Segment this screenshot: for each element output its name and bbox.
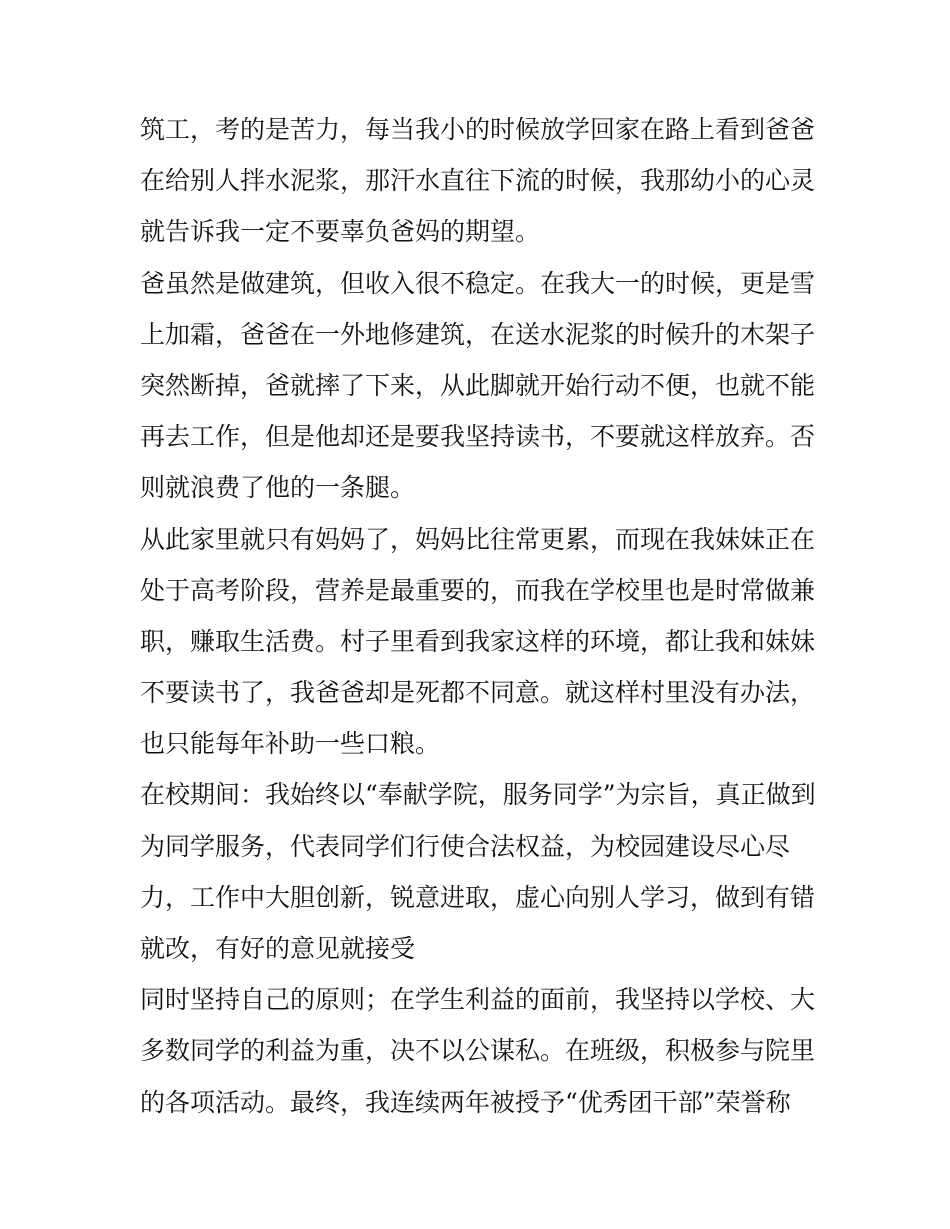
text-line: 从此家里就只有妈妈了，妈妈比往常更累，而现在我妹妹正在 xyxy=(140,524,816,554)
text-line: 突然断掉，爸就摔了下来，从此脚就开始行动不便，也就不能 xyxy=(140,370,816,400)
text-line: 在校期间：我始终以“奉献学院，服务同学”为宗旨，真正做到 xyxy=(140,780,816,810)
text-line: 在给别人拌水泥浆，那汗水直往下流的时候，我那幼小的心灵 xyxy=(140,166,816,196)
text-line: 处于高考阶段，营养是最重要的，而我在学校里也是时常做兼 xyxy=(140,575,816,605)
text-line: 力，工作中大胆创新，锐意进取，虚心向别人学习，做到有错 xyxy=(140,882,816,912)
text-line: 多数同学的利益为重，决不以公谋私。在班级，积极参与院里 xyxy=(140,1036,816,1066)
text-line: 就告诉我一定不要辜负爸妈的期望。 xyxy=(140,217,541,247)
text-line: 同时坚持自己的原则；在学生利益的面前，我坚持以学校、大 xyxy=(140,985,816,1015)
text-line: 则就浪费了他的一条腿。 xyxy=(140,473,416,503)
body-text xyxy=(140,104,840,1128)
text-line: 再去工作，但是他却还是要我坚持读书，不要就这样放弃。否 xyxy=(140,422,816,452)
text-line: 爸虽然是做建筑，但收入很不稳定。在我大一的时候，更是雪 xyxy=(140,268,816,298)
text-line: 也只能每年补助一些口粮。 xyxy=(140,729,441,759)
text-line: 筑工，考的是苦力，每当我小的时候放学回家在路上看到爸爸 xyxy=(140,115,816,144)
text-line: 为同学服务，代表同学们行使合法权益，为校园建设尽心尽 xyxy=(140,831,791,861)
text-line: 就改，有好的意见就接受 xyxy=(140,934,416,963)
text-line: 的各项活动。最终，我连续两年被授予“优秀团干部”荣誉称 xyxy=(140,1087,791,1117)
text-line: 上加霜，爸爸在一外地修建筑，在送水泥浆的时候升的木架子 xyxy=(140,319,816,349)
text-line: 职，赚取生活费。村子里看到我家这样的环境，都让我和妹妹 xyxy=(140,626,816,656)
text-line: 不要读书了，我爸爸却是死都不同意。就这样村里没有办法， xyxy=(140,678,816,708)
